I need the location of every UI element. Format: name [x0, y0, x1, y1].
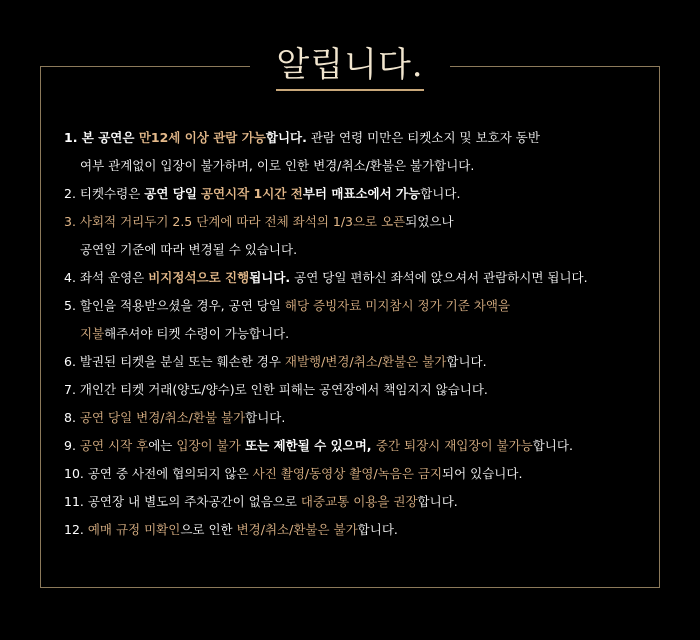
- title-area: [250, 38, 450, 98]
- notice-text: 되었으나: [405, 214, 454, 229]
- notice-line: [64, 488, 654, 516]
- notice-highlight-text: 입장이 불가: [176, 438, 241, 453]
- notice-highlight-text: 공연 당일 변경/취소/환불 불가: [79, 410, 246, 425]
- notice-text: 합니다.: [420, 186, 461, 201]
- notice-line: [64, 348, 654, 376]
- notice-text: 10. 공연 중 사전에 협의되지 않은: [64, 466, 253, 481]
- notice-highlight-text: 3. 사회적 거리두기 2.5 단계에 따라 전체 좌석의 1/3으로 오픈: [64, 214, 406, 229]
- notice-text: 9.: [64, 438, 80, 453]
- notice-item: [64, 516, 654, 544]
- notice-highlight-text: 재발행/변경/취소/환불은 불가: [284, 354, 447, 369]
- notice-item: [64, 264, 654, 292]
- notice-highlight-text: 공연 시작 후: [79, 438, 149, 453]
- notice-line: [64, 208, 654, 236]
- notice-item: [64, 460, 654, 488]
- notice-line: [64, 320, 654, 348]
- notice-line: [64, 404, 654, 432]
- notice-text: 됩니다.: [249, 270, 291, 285]
- notice-item: [64, 376, 654, 404]
- notice-text: 12.: [64, 522, 88, 537]
- notice-text: 부터 매표소에서 가능: [302, 186, 421, 201]
- notice-text: 8.: [64, 410, 80, 425]
- notice-text: 합니다.: [245, 410, 286, 425]
- notice-text: 에는: [148, 438, 177, 453]
- notice-item: [64, 432, 654, 460]
- notice-highlight-text: 비지정석으로 진행: [148, 270, 250, 285]
- notice-item: [64, 292, 654, 348]
- notice-line: [64, 180, 654, 208]
- notice-text: 4. 좌석 운영은: [64, 270, 149, 285]
- notice-text: 되어 있습니다.: [442, 466, 523, 481]
- notice-text: 합니다.: [532, 438, 573, 453]
- notice-item: [64, 488, 654, 516]
- notice-line: [64, 292, 654, 320]
- notice-text: 또는 제한될 수 있으며,: [240, 438, 376, 453]
- notice-text: 해주셔야 티켓 수령이 가능합니다.: [104, 326, 290, 341]
- notice-text: 합니다.: [265, 130, 307, 145]
- notice-highlight-text: 예매 규정 미확인: [87, 522, 181, 537]
- notice-highlight-text: 지불: [80, 326, 105, 341]
- notice-line: [64, 124, 654, 152]
- notice-line: [64, 432, 654, 460]
- notice-text: 공연 당일: [144, 186, 197, 201]
- notice-item: [64, 180, 654, 208]
- notice-text: 합니다.: [357, 522, 398, 537]
- notice-list: [64, 124, 654, 544]
- notice-text: 합니다.: [417, 494, 458, 509]
- notice-line: [64, 236, 654, 264]
- notice-text: 1. 본 공연은: [64, 130, 139, 145]
- notice-highlight-text: 공연시작 1시간 전: [200, 186, 303, 201]
- notice-line: [64, 152, 654, 180]
- notice-text: 6. 발권된 티켓을 분실 또는 훼손한 경우: [64, 354, 285, 369]
- notice-item: [64, 404, 654, 432]
- notice-text: 관람 연령 미만은 티켓소지 및 보호자 동반: [306, 130, 540, 145]
- notice-line: [64, 516, 654, 544]
- notice-item: [64, 208, 654, 264]
- notice-text: 공연일 기준에 따라 변경될 수 있습니다.: [80, 242, 298, 257]
- notice-highlight-text: 사진 촬영/동영상 촬영/녹음은 금지: [252, 466, 443, 481]
- notice-text: 으로 인한: [180, 522, 237, 537]
- page-title: 알립니다.: [276, 45, 423, 92]
- notice-line: [64, 376, 654, 404]
- notice-item: [64, 124, 654, 180]
- notice-line: [64, 460, 654, 488]
- notice-highlight-text: 해당 증빙자료 미지참시 정가 기준 차액을: [284, 298, 511, 313]
- notice-highlight-text: 중간 퇴장시 재입장이 불가능: [375, 438, 533, 453]
- notice-item: [64, 348, 654, 376]
- notice-text: 공연 당일 편하신 좌석에 앉으셔서 관람하시면 됩니다.: [290, 270, 588, 285]
- notice-line: [64, 264, 654, 292]
- notice-text: 7. 개인간 티켓 거래(양도/양수)로 인한 피해는 공연장에서 책임지지 않습니다.: [64, 382, 488, 397]
- notice-highlight-text: 만12세 이상 관람 가능: [138, 130, 266, 145]
- notice-text: 합니다.: [446, 354, 487, 369]
- notice-highlight-text: 변경/취소/환불은 불가: [236, 522, 358, 537]
- notice-highlight-text: 대중교통 이용을 권장: [300, 494, 418, 509]
- notice-text: 11. 공연장 내 별도의 주차공간이 없음으로: [64, 494, 301, 509]
- notice-text: 2. 티켓수령은: [64, 186, 145, 201]
- notice-text: 여부 관계없이 입장이 불가하며, 이로 인한 변경/취소/환불은 불가합니다.: [80, 158, 475, 173]
- notice-text: 5. 할인을 적용받으셨을 경우, 공연 당일: [64, 298, 285, 313]
